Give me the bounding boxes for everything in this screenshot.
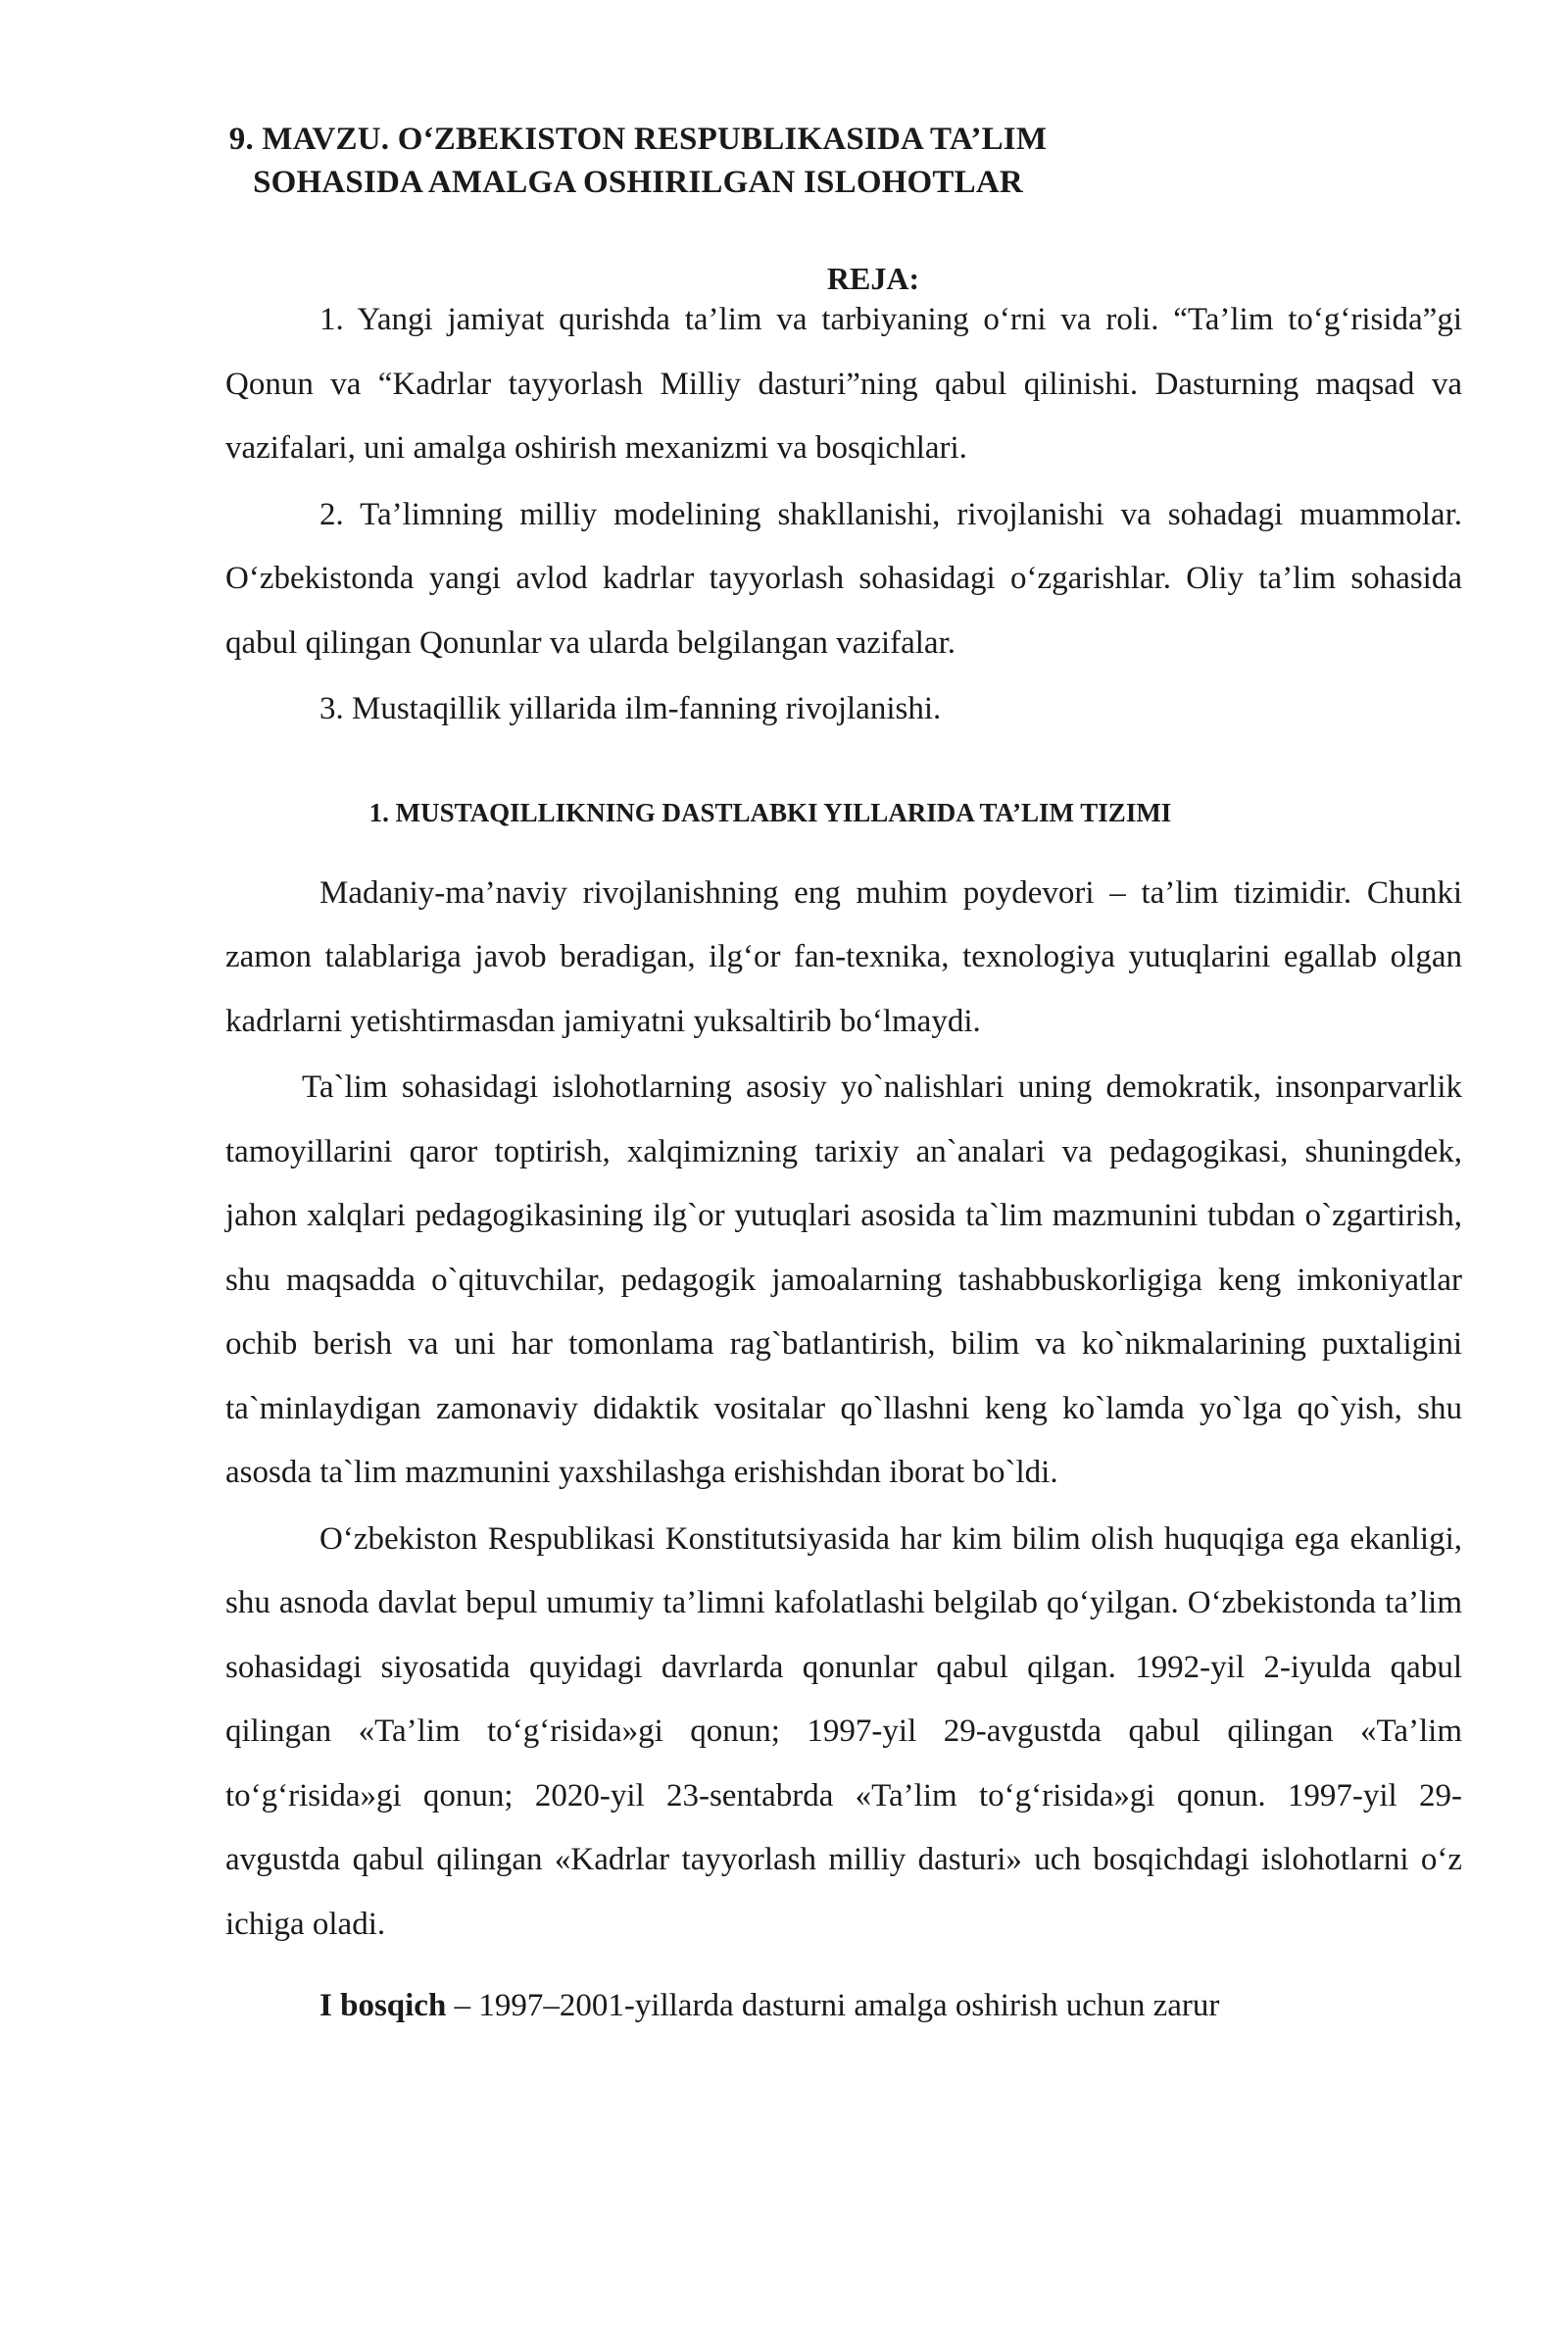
stage-paragraph [225, 1974, 1462, 2039]
plan-heading: REJA: [826, 261, 920, 296]
paragraph-2: Ta`lim sohasidagi islohotlarning asosiy yo`nalishlari uning demokratik, insonparvarlik tamoyillarini qaror toptirish, xalqimizning tarixiy an`analari va pedagogikasi, shuningdek, jahon xalqlari pedagogikasining ilg`or yutuqlari asosida ta`lim mazmunini tubdan o`zgartirish, shu maqsadda o`qituvchilar, pedagogik jamoalarning tashabbuskorligiga keng imkoniyatlar ochib berish va uni har tomonlama rag`batlantirish, bilim va ko`nikmalarining puxtaligini ta`minlaydigan zamonaviy didaktik vositalar qo`llashni keng ko`lamda yo`lga qo`yish, shu asosda ta`lim mazmunini yaxshilashga erishishdan iborat bo`ldi. [225, 1069, 1462, 1490]
stage-label: I bosqich [319, 1988, 447, 2023]
paragraph-1: Madaniy-ma’naviy rivojlanishning eng muhim poydevori – ta’lim tizimidir. Chunki zamon talablariga javob beradigan, ilg‘or fan-texnika, texnologiya yutuqlarini egallab olgan kadrlarni yetishtirmasdan jamiyatni yuksaltirib bo‘lmaydi. [225, 874, 1462, 1039]
plan-item-1: 1. Yangi jamiyat qurishda ta’lim va tarbiyaning o‘rni va roli. “Ta’lim to‘g‘risida”gi Qonun va “Kadrlar tayyorlash Milliy dasturi”ning qabul qilinishi. Dasturning maqsad va vazifalari, uni amalga oshirish mexanizmi va bosqichlari. [225, 302, 1462, 466]
document-title [225, 118, 1462, 204]
plan-item-3: 3. Mustaqillik yillarida ilm-fanning rivojlanishi. [319, 691, 942, 726]
document-page [0, 118, 1568, 2335]
paragraph-3: O‘zbekiston Respublikasi Konstitutsiyasida har kim bilim olish huquqiga ega ekanligi, shu asnoda davlat bepul umumiy ta’limni kafolatlashi belgilab qo‘yilgan. O‘zbekistonda ta’lim sohasidagi siyosatida quyidagi davrlarda qonunlar qabul qilgan. 1992-yil 2-iyulda qabul qilingan «Ta’lim to‘g‘risida»gi qonun; 1997-yil 29-avgustda qabul qilingan «Ta’lim to‘g‘risida»gi qonun; 2020-yil 23-sentabrda «Ta’lim to‘g‘risida»gi qonun. 1997-yil 29-avgustda qabul qilingan «Kadrlar tayyorlash milliy dasturi» uch bosqichdagi islohotlarni o‘z ichiga oladi. [225, 1520, 1462, 1942]
section-heading: 1. MUSTAQILLIKNING DASTLABKI YILLARIDA TA’LIM TIZIMI [368, 797, 1172, 827]
title-line-2: SOHASIDA AMALGA OSHIRILGAN ISLOHOTLAR [253, 165, 1023, 200]
plan-item-2: 2. Ta’limning milliy modelining shakllanishi, rivojlanishi va sohadagi muammolar. O‘zbekistonda yangi avlod kadrlar tayyorlash sohasidagi o‘zgarishlar. Oliy ta’lim sohasida qabul qilingan Qonunlar va ularda belgilangan vazifalar. [225, 496, 1462, 661]
stage-text: – 1997–2001-yillarda dasturni amalga oshirish uchun zarur [446, 1988, 1220, 2023]
document-content [225, 118, 1462, 2039]
title-line-1: 9. MAVZU. O‘ZBEKISTON RESPUBLIKASIDA TA’LIM [228, 122, 1048, 157]
